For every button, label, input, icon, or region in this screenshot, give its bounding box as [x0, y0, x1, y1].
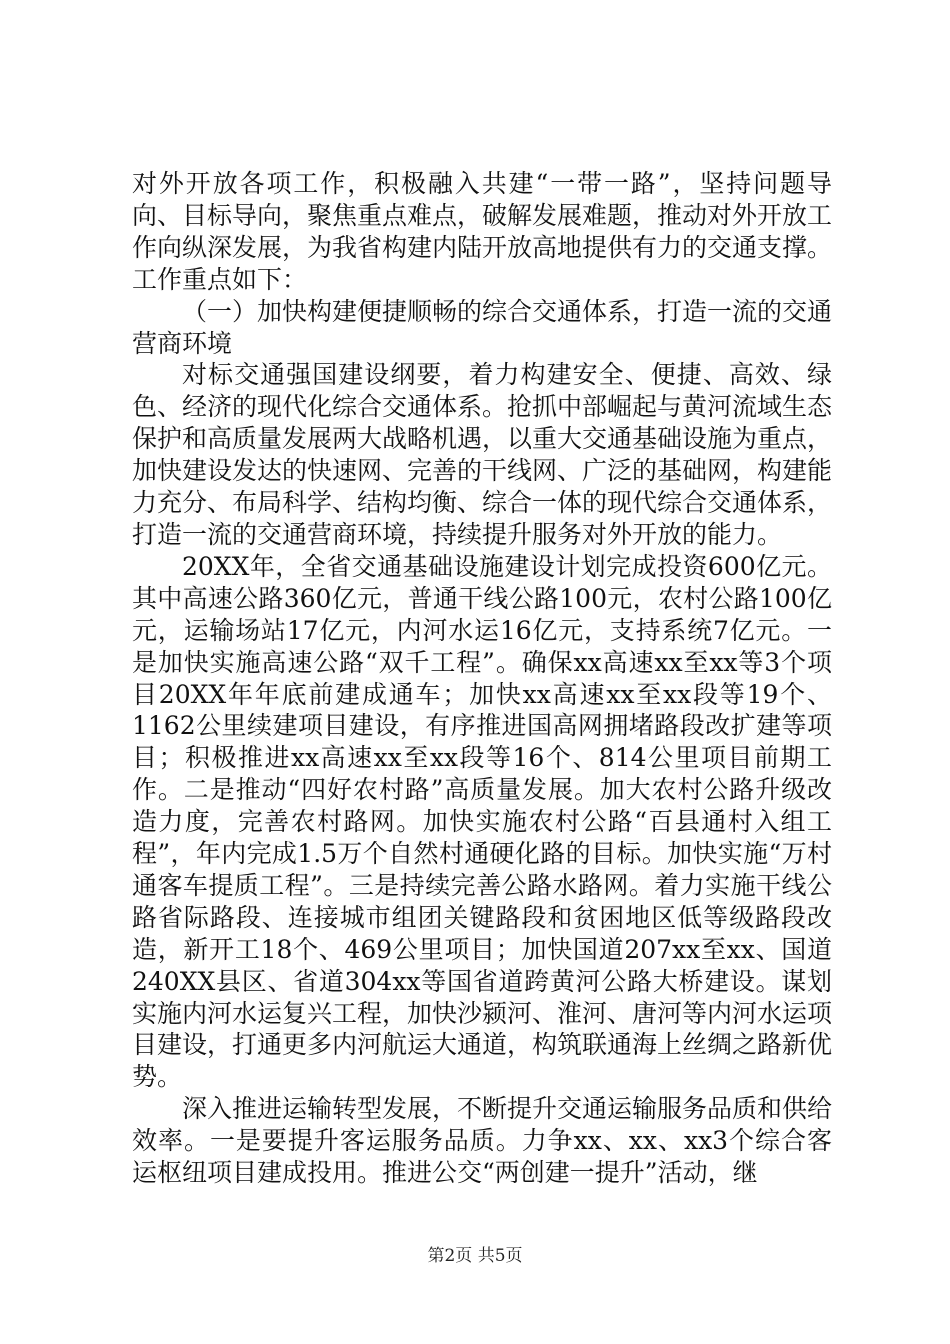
paragraph-investment-plan: 20XX年，全省交通基础设施建设计划完成投资600亿元。其中高速公路360亿元，普通干线公路100元，农村公路100亿元，运输场站17亿元，内河水运16亿元，支持系统7亿元。一是加快实施高速公路“双千工程”。确保xx高速xx至xx等3个项目20XX年年底前建成通车；加快xx高速xx至xx段等19个、1162公里续建项目建设，有序推进国高网拥堵路段改扩建等项目；积极推进xx高速xx至xx段等16个、814公里项目前期工作。二是推动“四好农村路”高质量发展。加大农村公路升级改造力度，完善农村路网。加快实施农村公路“百县通村入组工程”，年内完成1.5万个自然村通硬化路的目标。加快实施“万村通客车提质工程”。三是持续完善公路水路网。着力实施干线公路省际路段、连接城市组团关键路段和贫困地区低等级路段改造，新开工18个、469公里项目；加快国道207xx至xx、国道240XX县区、省道304xx等国省道跨黄河公路大桥建设。谋划实施内河水运复兴工程，加快沙颍河、淮河、唐河等内河水运项目建设，打通更多内河航运大通道，构筑联通海上丝绸之路新优势。 [132, 551, 833, 1092]
paragraph-opening-continuation: 对外开放各项工作，积极融入共建“一带一路”，坚持问题导向、目标导向，聚焦重点难点，破解发展难题，推动对外开放工作向纵深发展，为我省构建内陆开放高地提供有力的交通支撑。工作重点如下： [132, 169, 833, 294]
page-number-footer: 第2页 共5页 [427, 1246, 523, 1266]
section-heading-1: （一）加快构建便捷顺畅的综合交通体系，打造一流的交通营商环境 [132, 296, 833, 358]
paragraph-integrated-transport: 对标交通强国建设纲要，着力构建安全、便捷、高效、绿色、经济的现代化综合交通体系。抢抓中部崛起与黄河流域生态保护和高质量发展两大战略机遇，以重大交通基础设施为重点，加快建设发达的快速网、完善的干线网、广泛的基础网，构建能力充分、布局科学、结构均衡、综合一体的现代综合交通体系，打造一流的交通营商环境，持续提升服务对外开放的能力。 [132, 360, 833, 549]
document-body [132, 168, 832, 1189]
paragraph-transport-transformation: 深入推进运输转型发展，不断提升交通运输服务品质和供给效率。一是要提升客运服务品质。力争xx、xx、xx3个综合客运枢纽项目建成投用。推进公交“两创建一提升”活动，继 [132, 1094, 833, 1188]
